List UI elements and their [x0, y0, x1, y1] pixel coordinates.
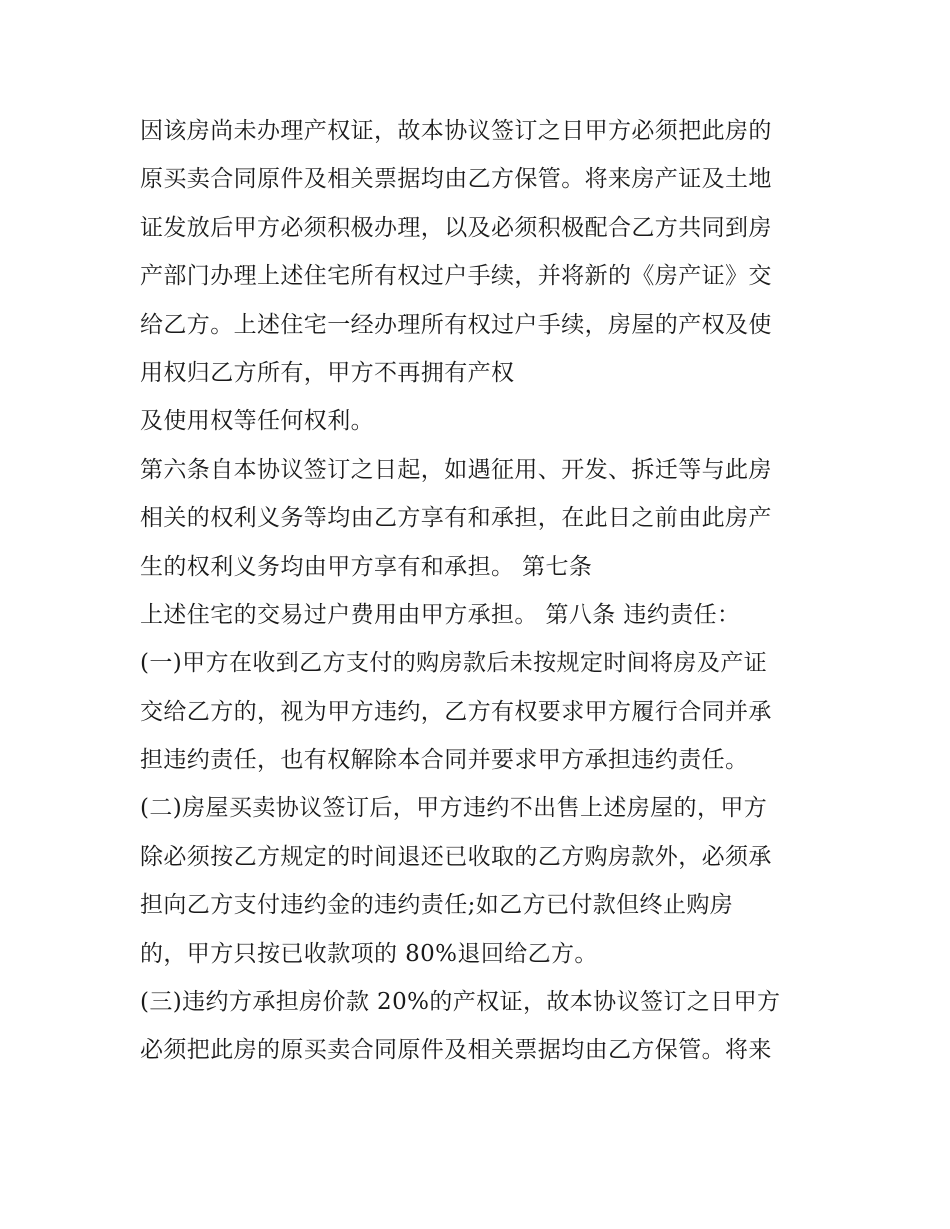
text-line: 及使用权等任何权利。 — [140, 408, 374, 435]
text-line: 交给乙方的，视为甲方违约，乙方有权要求甲方履行合同并承 — [140, 698, 772, 725]
text-line: 证发放后甲方必须积极办理，以及必须积极配合乙方共同到房 — [140, 214, 772, 241]
text-line: 必须把此房的原买卖合同原件及相关票据均由乙方保管。将来 — [140, 1037, 772, 1064]
text-line: 生的权利义务均由甲方享有和承担。 第七条 — [140, 553, 593, 580]
text-line: 的，甲方只按已收款项的 80%退回给乙方。 — [140, 940, 598, 967]
text-line: 除必须按乙方规定的时间退还已收取的乙方购房款外，必须承 — [140, 843, 772, 870]
text-line: 担违约责任，也有权解除本合同并要求甲方承担违约责任。 — [140, 747, 749, 774]
contract-text-body — [140, 107, 830, 1075]
text-line: 担向乙方支付违约金的违约责任;如乙方已付款但终止购房 — [140, 892, 734, 919]
text-line: 相关的权利义务等均由乙方享有和承担，在此日之前由此房产 — [140, 505, 772, 532]
text-line: 原买卖合同原件及相关票据均由乙方保管。将来房产证及土地 — [140, 166, 772, 193]
article-8-line: 上述住宅的交易过户费用由甲方承担。 第八条 违约责任： — [140, 601, 741, 628]
text-line: 用权归乙方所有，甲方不再拥有产权 — [140, 359, 515, 386]
text-line: 因该房尚未办理产权证，故本协议签订之日甲方必须把此房的 — [140, 118, 772, 144]
clause-2-line: (二)房屋买卖协议签订后，甲方违约不出售上述房屋的，甲方 — [140, 795, 768, 822]
article-6-line: 第六条自本协议签订之日起，如遇征用、开发、拆迁等与此房 — [140, 456, 772, 483]
text-line: 产部门办理上述住宅所有权过户手续，并将新的《房产证》交 — [140, 263, 772, 290]
clause-1-line: (一)甲方在收到乙方支付的购房款后未按规定时间将房及产证 — [140, 650, 768, 677]
text-line: 给乙方。上述住宅一经办理所有权过户手续，房屋的产权及使 — [140, 311, 772, 338]
clause-3-line: (三)违约方承担房价款 20%的产权证，故本协议签订之日甲方 — [140, 989, 781, 1016]
